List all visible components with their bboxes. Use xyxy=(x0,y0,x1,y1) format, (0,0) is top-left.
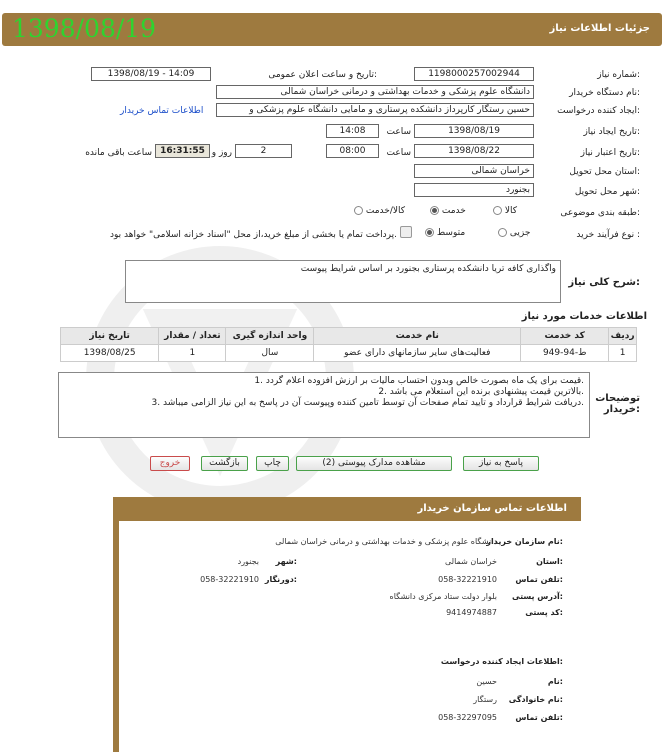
cell-unit: سال xyxy=(226,345,314,362)
category-service-label: خدمت xyxy=(441,206,466,216)
create-time-field: 14:08 xyxy=(326,124,379,138)
category-both-label: کالا/خدمت xyxy=(365,206,406,216)
days-field: 2 xyxy=(235,144,292,158)
table-row xyxy=(61,345,637,362)
category-radio-service[interactable] xyxy=(430,206,466,216)
need-number-field: 1198000257002944 xyxy=(414,67,534,81)
col-need-date: تاریخ نیاز xyxy=(61,328,159,345)
remaining-label: ساعت باقی مانده xyxy=(85,148,152,158)
province-field: خراسان شمالی xyxy=(414,164,534,178)
buyer-contact-link[interactable]: اطلاعات تماس خریدار xyxy=(120,106,204,116)
contact-phone-label: تلفن تماس: xyxy=(515,575,563,584)
note-line-3: 3. دریافت شرایط قرارداد و تایید تمام صفحات آن توسط تامین کننده وپیوست آن در پاسخ به این نیاز الزامی میباشد. xyxy=(151,398,584,408)
notes-label: توضیحات خریدار: xyxy=(595,393,640,415)
need-number-label: شماره نیاز: xyxy=(597,70,640,80)
creator-label: ایجاد کننده درخواست: xyxy=(557,106,640,116)
province-label: استان محل تحویل: xyxy=(569,167,640,177)
attachments-button[interactable]: مشاهده مدارک پیوستی (2) xyxy=(296,456,452,471)
date-stamp: 1398/08/19 xyxy=(12,14,157,43)
creator-family: رستگار xyxy=(473,695,497,704)
contact-header: اطلاعات تماس سازمان خریدار xyxy=(113,497,581,521)
creator-name: حسین xyxy=(476,677,497,686)
creator-field: حسین رستگار کارپرداز دانشکده پرستاری و مامایی دانشگاه علوم پزشکی و xyxy=(216,103,534,117)
services-table xyxy=(60,327,637,362)
process-minor-label: جزیی xyxy=(509,228,531,238)
valid-date-label: تاریخ اعتبار نیاز: xyxy=(580,148,640,158)
announce-field: 1398/08/19 - 14:09 xyxy=(91,67,211,81)
creator-phone-label: تلفن تماس: xyxy=(515,713,563,722)
contact-fax-label: دورنگار: xyxy=(264,575,297,584)
creator-name-label: نام: xyxy=(547,677,563,686)
create-time-label: ساعت xyxy=(386,127,411,137)
contact-province: خراسان شمالی xyxy=(444,557,497,566)
summary-text: واگذاری کافه تریا دانشکده پرستاری بجنورد بر اساس شرایط پیوست xyxy=(300,264,556,274)
treasury-note: پرداخت تمام یا بخشی از مبلغ خرید،از محل "اسناد خزانه اسلامی" خواهد بود. xyxy=(109,230,397,240)
valid-time-label: ساعت xyxy=(386,148,411,158)
col-service-code: کد خدمت xyxy=(521,328,609,345)
creator-phone: 058-32297095 xyxy=(438,713,497,722)
announce-label: تاریخ و ساعت اعلان عمومی: xyxy=(268,70,377,80)
city-label: شهر محل تحویل: xyxy=(574,187,640,197)
create-date-label: تاریخ ایجاد نیاز: xyxy=(583,127,640,137)
page-title: جزئیات اطلاعات نیاز xyxy=(549,23,650,34)
cell-service-code: ط-94-949 xyxy=(521,345,609,362)
print-button[interactable]: چاپ xyxy=(256,456,289,471)
note-line-1: 1. قیمت برای یک ماه بصورت خالص وبدون احتساب مالیات بر ارزش افزوده اعلام گردد. xyxy=(254,376,584,386)
create-date-field: 1398/08/19 xyxy=(414,124,534,138)
cell-service-name: فعالیت‌های سایر سازمانهای دارای عضو xyxy=(314,345,521,362)
reply-button[interactable]: پاسخ به نیاز xyxy=(463,456,539,471)
summary-label: شرح کلی نیاز: xyxy=(568,277,640,288)
valid-time-field: 08:00 xyxy=(326,144,379,158)
cell-row: 1 xyxy=(609,345,637,362)
contact-province-label: استان: xyxy=(536,557,563,566)
back-button[interactable]: بازگشت xyxy=(201,456,248,471)
notes-field xyxy=(58,372,590,438)
contact-city: بجنورد xyxy=(237,557,259,566)
col-unit: واحد اندازه گیری xyxy=(226,328,314,345)
process-radio-medium[interactable] xyxy=(425,228,465,238)
days-label: روز و xyxy=(211,148,232,158)
remaining-time-field: 16:31:55 xyxy=(155,144,210,158)
contact-postal: 9414974887 xyxy=(446,608,497,617)
services-title: اطلاعات خدمات مورد نیاز xyxy=(521,311,647,322)
note-line-2: 2. بالاترین قیمت پیشنهادی برنده این استعلام می باشد. xyxy=(378,387,584,397)
contact-panel xyxy=(113,521,581,752)
cell-need-date: 1398/08/25 xyxy=(61,345,159,362)
col-quantity: تعداد / مقدار xyxy=(159,328,226,345)
category-goods-label: کالا xyxy=(504,206,518,216)
buyer-org-field: دانشگاه علوم پزشکی و خدمات بهداشتی و درمانی خراسان شمالی xyxy=(216,85,534,99)
process-radio-minor[interactable] xyxy=(498,228,530,238)
col-row: ردیف xyxy=(609,328,637,345)
contact-postal-label: کد پستی: xyxy=(525,608,563,617)
category-label: طبقه بندی موضوعی: xyxy=(560,208,640,218)
col-service-name: نام خدمت xyxy=(314,328,521,345)
exit-button[interactable]: خروج xyxy=(150,456,190,471)
category-radio-goods[interactable] xyxy=(493,206,517,216)
contact-phone: 058-32221910 xyxy=(438,575,497,584)
category-radio-both[interactable] xyxy=(354,206,405,216)
contact-fax: 058-32221910 xyxy=(200,575,259,584)
cell-quantity: 1 xyxy=(159,345,226,362)
treasury-checkbox[interactable] xyxy=(400,226,412,238)
contact-org: دانشگاه علوم پزشکی و خدمات بهداشتی و درمانی خراسان شمالی xyxy=(275,537,497,546)
process-label: نوع فرآیند خرید : xyxy=(576,230,640,240)
buyer-org-label: نام دستگاه خریدار: xyxy=(569,88,640,98)
process-medium-label: متوسط xyxy=(436,228,466,238)
creator-info-title: اطلاعات ایجاد کننده درخواست: xyxy=(440,657,563,666)
contact-address: بلوار دولت ستاد مرکزی دانشگاه xyxy=(389,592,497,601)
creator-family-label: نام خانوادگی: xyxy=(508,695,563,704)
contact-city-label: شهر: xyxy=(275,557,297,566)
city-field: بجنورد xyxy=(414,183,534,197)
contact-address-label: آدرس پستی: xyxy=(512,592,563,601)
valid-date-field: 1398/08/22 xyxy=(414,144,534,158)
summary-field xyxy=(125,260,561,303)
contact-org-label: نام سازمان خریدار: xyxy=(486,537,563,546)
